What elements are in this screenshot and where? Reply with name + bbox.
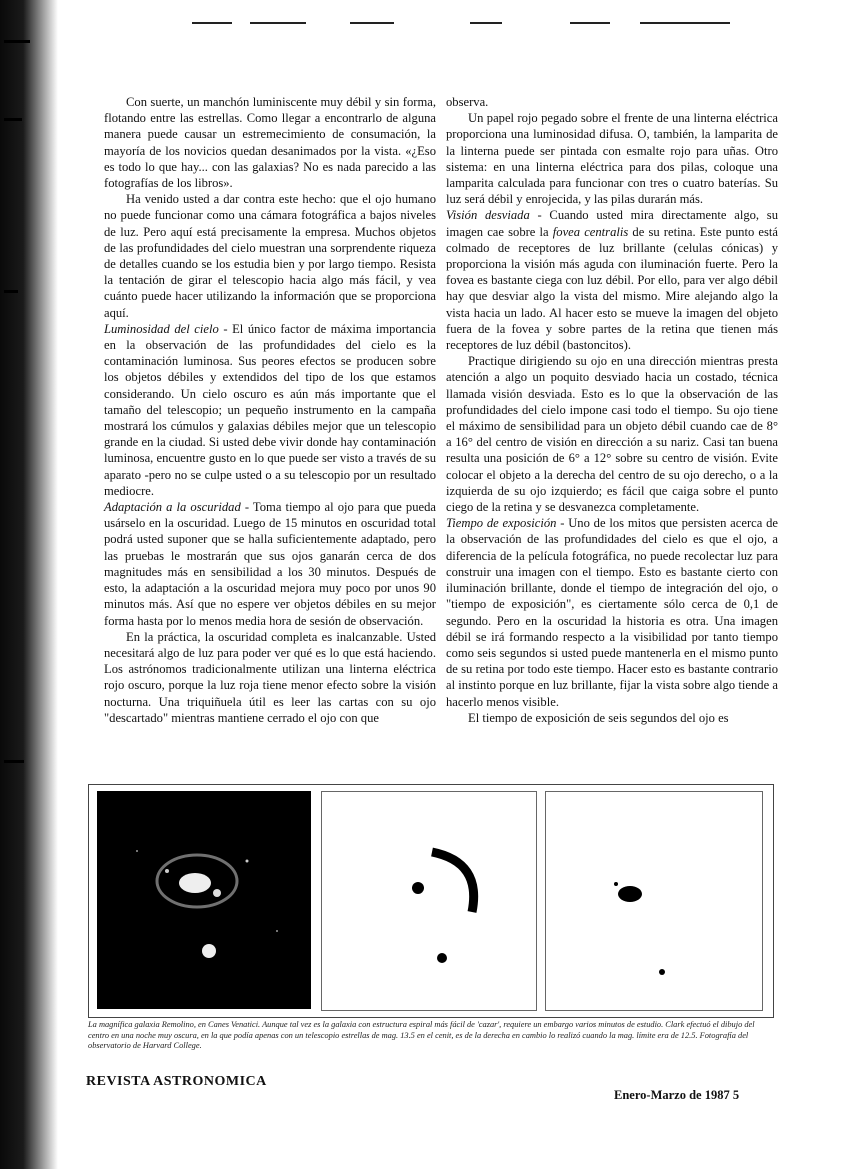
paragraph: Con suerte, un manchón luminiscente muy débil y sin forma, flotando entre las estrellas. Como llegar a encontrarlo de alguna manera puede causar un estremecimiento de consumación, la mayoría de los novicios quedan desanimados por la vista. «¿Eso es todo lo que hay... con las galaxias? No es nada parecido a las fotografías de los libros». (104, 95, 436, 191)
paragraph: Un papel rojo pegado sobre el frente de una linterna eléctrica proporciona una luminosidad difusa. O, también, la lamparita de la linterna puede ser pintada con esmalte rojo para uñas. Otro sistema: en una linterna eléctrica para dos pilas, coloque una lamparita calculada para funcionar con tres o cuatro baterías. Su luz será débil y enrojecida, y las pilas durarán más. (446, 111, 778, 207)
paragraph-text: - Uno de los mitos que persisten acerca de la observación de las profundidades del cielo es que el ojo, a diferencia de la película fotográfica, no puede recolectar luz para construir una imagen con el tiempo. Esto es bastante cierto con iluminación brillante, donde el tiempo de integración del ojo, o "tiempo de exposición", es ciertamente sólo cerca de 0,1 de segundo. Pero en la oscuridad la historia es otra. Una imagen débil se irá formando respecto a la visibilidad por tanto tiempo como seis segundos si usted puede mantenerla en el mismo punto de su retina por todo este tiempo. Hacer esto es bastante contrario al instinto porque en luz brillante, fijar la vista sobre algo tiende a hacerlo menos visible. (446, 516, 778, 709)
paragraph (104, 499, 436, 629)
figure-panel (88, 784, 774, 1018)
paragraph-text: de su retina. Este punto está colmado de receptores de luz brillante (celulas cónicas) y proporciona la visión más aguda con iluminación fuerte. Pero la fovea es bastante ciega con luz débil. Por ello, para ver algo débil hay que desviar algo la vista del mismo. Mire alejando algo la vista hacia un lado. Al hacer esto se mueve la imagen del objeto fuera de la fovea y sobre partes de la retina que tienen más receptores de luz débil (bastoncitos). (446, 224, 778, 353)
galaxy-drawing-bright-sky (545, 791, 763, 1011)
paragraph: Ha venido usted a dar contra este hecho: que el ojo humano no puede funcionar como una cámara fotográfica a bajos niveles de luz. Pero aquí está precisamente la empresa. Muchos objetos de las profundidades del cielo muestran una sorprendente riqueza de detalles cuando se los estudia bien y por largo tiempo. Resista la tentación de girar el telescopio hacia algo más fácil, y vea cuánto puede hacer utilizando la información que se proporciona aquí. (104, 192, 436, 320)
top-rule (192, 22, 232, 24)
top-rule (250, 22, 306, 24)
figure-caption: La magnífica galaxia Remolino, en Canes Venatici. Aunque tal vez es la galaxia con estructura espiral más fácil de 'cazar', requiere un embargo varios minutos de estudio. Clark efectuó el dibujo del centro en una noche muy oscura, en la que podía apenas con un telescopio estrellas de mag. 13.5 en el cenit, es de la derecha en cambio lo realizó cuando la mag. límite era de 12.5. Fotografía del observatorio de Harvard College. (88, 1020, 755, 1050)
scan-artifact (4, 40, 30, 43)
scan-edge-shadow (0, 0, 58, 1169)
paragraph-text: - El único factor de máxima importancia en la observación de las profundidades del cielo es la contaminación luminosa. Sus peores efectos se producen sobre los objetos débiles y extendidos del tipo de los que estamos considerando. Un cielo oscuro es aún más importante que el tamaño del telescopio; un pequeño instrumento en la campaña mostrará los cúmulos y galaxias débiles mejor que un telescopio grande en la ciudad. Si usted debe vivir donde hay contaminación luminosa, encuentre gusto en lo que puede ser visto a través de su aparato -pero no se culpe usted o a su telescopio por un resultado mediocre. (104, 321, 437, 498)
left-column (104, 94, 436, 726)
scan-artifact (4, 290, 18, 293)
top-rule (470, 22, 502, 24)
paragraph: Practique dirigiendo su ojo en una dirección mientras presta atención a algo un poquito desviado hacia un costado, técnica llamada visión desviada. Esto es lo que la observación de las profundidades del cielo impone casi todo el tiempo. Su ojo tiene el máximo de sensibilidad para un objeto débil cuando cae de 8° a 16° del centro de visión en dirección a su nariz. Casi tan buena resulta una posición de 6° a 12° sobre su centro de visión. Evite colocar el objeto a la derecha del centro de su ojo derecho, o a la izquierda de su ojo izquierdo; es fácil que caiga sobre el punto ciego de la retina y se desvanezca completamente. (446, 354, 778, 515)
paragraph: En la práctica, la oscuridad completa es inalcanzable. Usted necesitará algo de luz para poder ver qué es lo que está haciendo. Los astrónomos tradicionalmente utilizan una linterna eléctrica rojo oscuro, porque la luz roja tiene menor efecto sobre la visión nocturna. Una triquiñuela útil es leer las cartas con su ojo "descartado" mientras mantiene cerrado el ojo con que (104, 629, 436, 725)
paragraph: El tiempo de exposición de seis segundos del ojo es (468, 710, 729, 725)
magazine-name: REVISTA ASTRONOMICA (86, 1074, 267, 1089)
scan-artifact (4, 760, 24, 763)
right-column (446, 94, 778, 726)
top-rule (350, 22, 394, 24)
top-rule (640, 22, 730, 24)
paragraph: observa. (446, 95, 489, 109)
section-heading: Tiempo de exposición (446, 516, 557, 531)
paragraph (446, 515, 778, 709)
emphasis: fovea centralis (552, 224, 629, 239)
section-heading: Visión desviada (446, 208, 530, 223)
paragraph-text: - Cuando usted mira directamente algo, su imagen cae sobre la (446, 208, 778, 239)
paragraph-text: - Toma tiempo al ojo para que pueda usárselo en la oscuridad. Luego de 15 minutos en oscuridad total podrá usted suponer que se halla suficientemente adaptado, pero las pruebas le mostrarán que sus ojos ganarán cerca de dos magnitudes más en sensibilidad a los 30 minutos. Después de esto, la adaptación a la oscuridad mejora muy poco por unos 90 minutos más. Así que no espere ver objetos débiles en su mejor forma hasta por lo menos media hora de sesión de observación. (104, 500, 436, 628)
scan-artifact (4, 118, 22, 121)
top-rule (570, 22, 610, 24)
paragraph (446, 207, 778, 353)
paragraph (104, 321, 436, 499)
issue-date: Enero-Marzo de 1987 5 (614, 1088, 740, 1102)
section-heading: Adaptación a la oscuridad (104, 500, 241, 515)
galaxy-drawing-dark-sky (321, 791, 537, 1011)
galaxy-photograph (97, 791, 311, 1009)
section-heading: Luminosidad del cielo (104, 321, 219, 336)
